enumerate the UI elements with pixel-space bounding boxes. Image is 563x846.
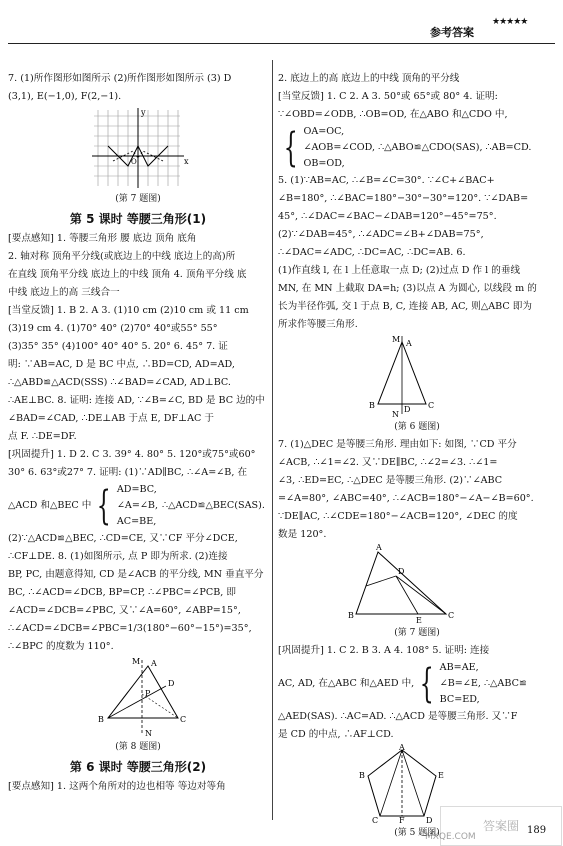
right-line: 7. (1)△DEC 是等腰三角形. 理由如下: 如图, ∵CD 平分 xyxy=(278,439,517,450)
left-line: [要点感知] 1. 等腰三角形 腰 底边 顶角 底角 xyxy=(8,233,197,244)
fig8-label-b: B xyxy=(98,715,104,724)
fig7a-y-label: y xyxy=(141,108,146,117)
brace-icon: { xyxy=(419,661,434,707)
proof-brace-left xyxy=(8,482,268,530)
fig8-label-p: P xyxy=(145,689,151,698)
right-line: △AED(SAS). ∴AC=AD. ∴△ACD 是等腰三角形. 又∵F xyxy=(278,711,518,722)
right-line: (2)∵∠DAB=45°, ∴∠ADC=∠B+∠DAB=75°, xyxy=(278,229,484,240)
header-rule xyxy=(8,43,555,44)
fig7-label-d: D xyxy=(398,567,405,576)
left-line: 明: ∵AB=AC, D 是 BC 中点, ∴BD=CD, AD=AD, xyxy=(8,359,235,370)
left-line: (3)35° 35° (4)100° 40° 40° 5. 20° 6. 45° 7. 证 xyxy=(8,341,228,352)
brace-line: ∠A=∠B, xyxy=(116,500,159,511)
fig8-label-n: N xyxy=(145,729,152,738)
right-line: ∠ACB, ∴∠1=∠2. 又∵DE∥BC, ∴∠2=∠3. ∴∠1= xyxy=(278,457,498,468)
left-column xyxy=(8,70,268,796)
left-line: 中线 底边上的高 三线合一 xyxy=(8,287,120,298)
brace-icon: { xyxy=(283,125,298,171)
fig8-label-a: A xyxy=(151,659,157,668)
fig8-label-m: M xyxy=(132,657,141,666)
left-line: (3,1), E(−1,0), F(2,−1). xyxy=(8,91,122,102)
header-title: 参考答案 xyxy=(430,26,474,39)
left-line: 30° 6. 63°或27° 7. 证明: (1)∵AD∥BC, ∴∠A=∠B, 在 xyxy=(8,467,248,478)
right-line: 长为半径作弧, 交 l 于点 B, C, 连接 AB, AC, 则△ABC 即为 xyxy=(278,301,532,312)
fig5-label-d: D xyxy=(426,816,433,824)
fig6-label-c: C xyxy=(428,401,435,410)
right-line: 数是 120°. xyxy=(278,529,327,540)
fig8-label-c: C xyxy=(180,715,187,724)
left-line: 在直线 顶角平分线 底边上的中线 顶角 4. 顶角平分线 底 xyxy=(8,269,247,280)
right-line: ∵∠OBD=∠ODB, ∴OB=OD, 在△ABO 和△CDO 中, xyxy=(278,109,508,120)
section-title-5: 第 5 课时 等腰三角形(1) xyxy=(69,212,207,226)
left-line: [要点感知] 1. 这两个角所对的边也相等 等边对等角 xyxy=(8,781,226,792)
fig6-label-d: D xyxy=(404,405,411,414)
left-line: ∴△ABD≌△ACD(SSS) ∴∠BAD=∠CAD, AD⊥BC. xyxy=(8,377,231,388)
fig5-label-b: B xyxy=(359,771,365,780)
page-number: 189 xyxy=(527,825,547,836)
column-divider xyxy=(272,60,273,820)
brace-line: ∠AOB=∠COD, ∴△ABO≌△CDO(SAS), ∴AB=CD. xyxy=(303,142,532,153)
fig5-label-c: C xyxy=(372,816,379,824)
section-title-6: 第 6 课时 等腰三角形(2) xyxy=(69,760,207,774)
brace-line: AB=AE, xyxy=(439,662,479,673)
right-line: ∠3, ∴ED=EC, ∴△DEC 是等腰三角形. (2)∵∠ABC xyxy=(278,475,503,486)
left-line: 2. 轴对称 顶角平分线(或底边上的中线 底边上的高)所 xyxy=(8,251,236,262)
fig7-caption: (第 7 题图) xyxy=(394,628,440,638)
brace-line: AD=BC, xyxy=(116,484,157,495)
fig7-label-e: E xyxy=(416,616,422,624)
left-line: BP, PC, 由题意得知, CD 是∠ACB 的平分线, MN 垂直平分 xyxy=(8,569,264,580)
left-line: ∠ACD=∠DCB=∠PBC, 又∵∠A=60°, ∠ABP=15°, xyxy=(8,605,241,616)
brace-prefix: AC, AD, 在△ABC 和△AED 中, xyxy=(278,678,415,689)
right-line: (1)作直线 l, 在 l 上任意取一点 D; (2)过点 D 作 l 的垂线 xyxy=(278,265,521,276)
left-line: BC, ∴∠ACD=∠DCB, BP=CP, ∴∠PBC=∠PCB, 即 xyxy=(8,587,236,598)
fig5-label-f: F xyxy=(399,816,405,824)
fig8-caption: (第 8 题图) xyxy=(115,742,161,752)
watermark-logo: 答案圈 xyxy=(440,806,562,846)
brace-line: BC=ED, xyxy=(439,694,480,705)
fig7a-grid-figure xyxy=(8,106,268,190)
fig7a-caption: (第 7 题图) xyxy=(115,194,161,204)
proof-brace-right-2 xyxy=(278,660,556,708)
fig5-label-a: A xyxy=(399,744,405,752)
left-line: [巩固提升] 1. D 2. C 3. 39° 4. 80° 5. 120°或75°或60° xyxy=(8,449,256,460)
left-line: ∴CF⊥DE. 8. (1)如图所示, 点 P 即为所求. (2)连接 xyxy=(8,551,228,562)
fig5-caption: (第 5 题图) xyxy=(394,828,440,838)
right-line: =∠A=80°, ∠ABC=40°, ∴∠ACB=180°−∠A−∠B=60°. xyxy=(278,493,534,504)
right-line: 所求作等腰三角形. xyxy=(278,319,358,330)
right-column xyxy=(278,70,556,842)
left-line: ∴AE⊥BC. 8. 证明: 连接 AD, ∵∠B=∠C, BD 是 BC 边的中 xyxy=(8,395,265,406)
watermark-url: MXQE.COM xyxy=(425,832,476,842)
fig7a-origin-label: O xyxy=(131,158,137,166)
brace-icon: { xyxy=(97,483,112,529)
fig7-triangle-figure xyxy=(278,544,556,624)
brace-suffix: ∴△ACD≌△BEC(SAS). xyxy=(162,500,265,511)
left-line: ∴∠BPC 的度数为 110°. xyxy=(8,641,114,652)
fig8-label-d: D xyxy=(168,679,175,688)
fig6-label-n: N xyxy=(392,410,399,418)
left-line: 7. (1)所作图形如图所示 (2)所作图形如图所示 (3) D xyxy=(8,73,232,84)
brace-line: ∠B=∠E, ∴△ABC≌ xyxy=(439,678,527,689)
left-line: (2)∵△ACD≌△BEC, ∴CD=CE, 又∵CF 平分∠DCE, xyxy=(8,533,238,544)
right-line: ∴∠DAC=∠ADC, ∴DC=AC, ∴DC=AB. 6. xyxy=(278,247,466,258)
right-line: 2. 底边上的高 底边上的中线 顶角的平分线 xyxy=(278,73,460,84)
right-line: ∠B=180°, ∴∠BAC=180°−30°−30°=120°. ∵∠DAB= xyxy=(278,193,529,204)
fig7-label-a: A xyxy=(376,544,382,552)
header-stars-icon: ★★★★★ xyxy=(492,17,528,27)
fig6-label-m: M xyxy=(392,335,401,344)
fig5-label-e: E xyxy=(438,771,444,780)
fig7-label-b: B xyxy=(348,611,354,620)
fig7-label-c: C xyxy=(448,611,455,620)
left-line: (3)19 cm 4. (1)70° 40° (2)70° 40°或55° 55° xyxy=(8,323,218,334)
right-line: ∵DE∥AC, ∴∠CDE=180°−∠ACB=120°, ∠DEC 的度 xyxy=(278,511,518,522)
right-line: 5. (1)∵AB=AC, ∴∠B=∠C=30°. ∵∠C+∠BAC+ xyxy=(278,175,495,186)
fig6-label-a: A xyxy=(406,339,412,348)
right-line: [巩固提升] 1. C 2. B 3. A 4. 108° 5. 证明: 连接 xyxy=(278,645,490,656)
fig7a-x-label: x xyxy=(184,157,189,166)
brace-prefix: △ACD 和△BEC 中 xyxy=(8,500,92,511)
right-line: MN, 在 MN 上截取 DA=h; (3)以点 A 为圆心, 以线段 m 的 xyxy=(278,283,537,294)
brace-line: OA=OC, xyxy=(303,126,345,137)
left-line: 点 F. ∴DE=DF. xyxy=(8,431,77,442)
right-line: 是 CD 的中点, ∴AF⊥CD. xyxy=(278,729,394,740)
left-line: ∠BAD=∠CAD, ∴DE⊥AB 于点 E, DF⊥AC 于 xyxy=(8,413,214,424)
proof-brace-right xyxy=(278,124,556,172)
fig6-label-b: B xyxy=(369,401,375,410)
brace-line: OB=OD, xyxy=(303,158,345,169)
right-line: 45°, ∴∠DAC=∠BAC−∠DAB=120°−45°=75°. xyxy=(278,211,497,222)
left-line: ∴∠ACD=∠DCB=∠PBC=1/3(180°−60°−15°)=35°, xyxy=(8,623,252,634)
left-line: [当堂反馈] 1. B 2. A 3. (1)10 cm (2)10 cm 或 11 cm xyxy=(8,305,249,316)
fig6-triangle-figure xyxy=(278,334,556,418)
fig8-triangle-figure xyxy=(8,656,268,738)
brace-line: AC=BE, xyxy=(116,516,157,527)
right-line: [当堂反馈] 1. C 2. A 3. 50°或 65°或 80° 4. 证明: xyxy=(278,91,498,102)
fig6-caption: (第 6 题图) xyxy=(394,422,440,432)
